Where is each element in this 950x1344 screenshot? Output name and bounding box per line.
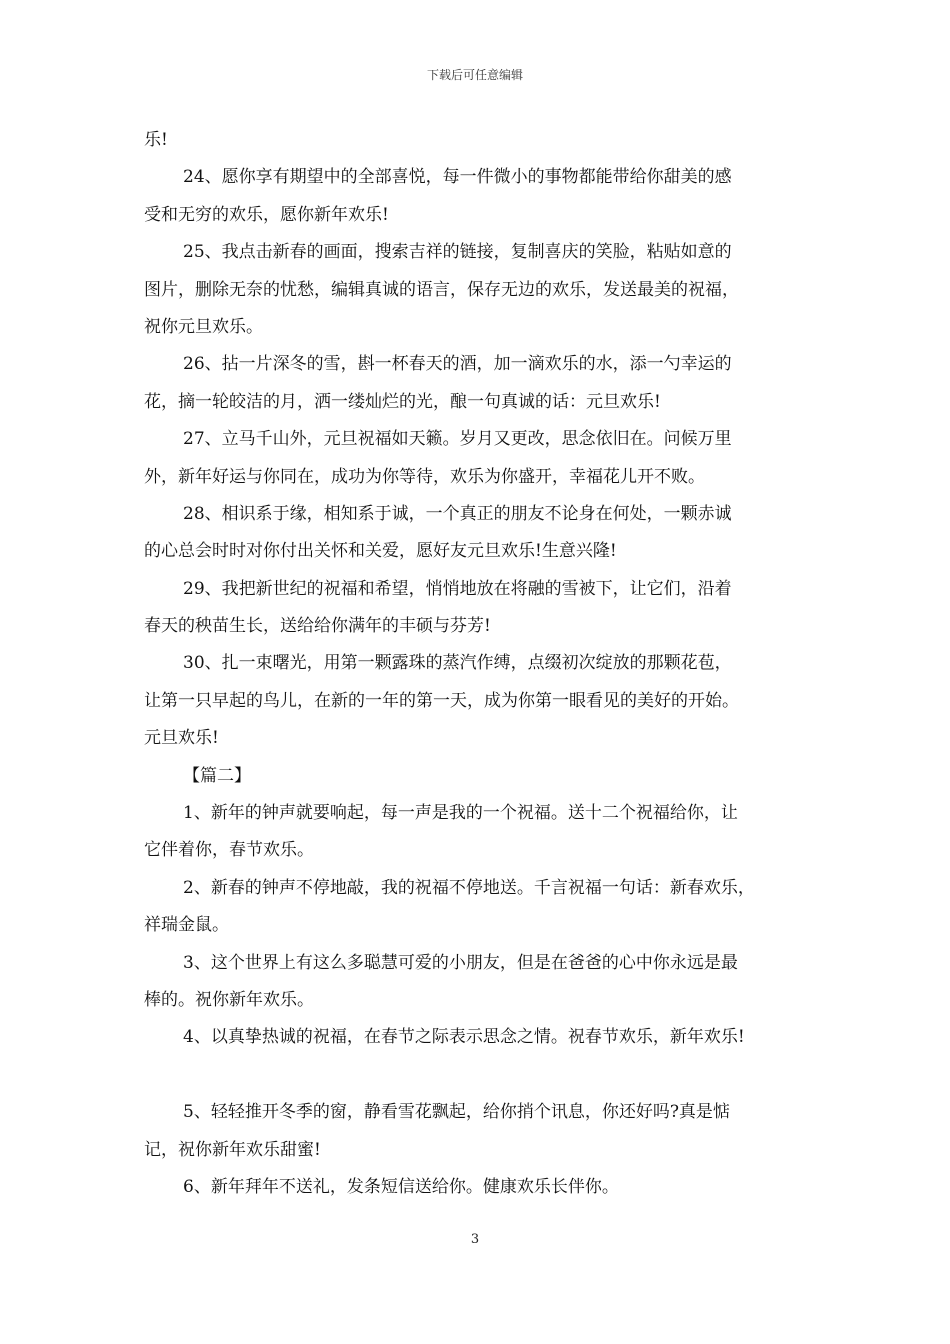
text-line: 让第一只早起的鸟儿，在新的一年的第一天，成为你第一眼看见的美好的开始。 [144,690,739,711]
text-line: 外，新年好运与你同在，成功为你等待，欢乐为你盛开，幸福花儿开不败。 [144,466,705,487]
paragraph-4: 4、以真挚热诚的祝福，在春节之际表示思念之情。祝春节欢乐，新年欢乐! [183,1027,745,1048]
page-header: 下载后可任意编辑 [426,68,523,82]
text-line: 元旦欢乐! [144,728,219,749]
text-line: 棒的。祝你新年欢乐。 [144,989,314,1010]
text-line: 春天的秧苗生长，送给给你满年的丰硕与芬芳! [144,616,491,637]
text-line: 花，摘一轮皎洁的月，洒一缕灿烂的光，酿一句真诚的话：元旦欢乐! [144,391,661,412]
paragraph-6: 6、新年拜年不送礼，发条短信送给你。健康欢乐长伴你。 [183,1176,619,1197]
text-line: 的心总会时时对你付出关怀和关爱，愿好友元旦欢乐!生意兴隆! [144,541,617,562]
section-heading: 【篇二】 [183,765,251,786]
paragraph-27: 27、立马千山外，元旦祝福如天籁。岁月又更改，思念依旧在。问候万里 [183,429,732,450]
paragraph-5: 5、轻轻推开冬季的窗，静看雪花飘起，给你捎个讯息，你还好吗?真是惦 [183,1102,730,1123]
text-line: 图片，删除无奈的忧愁，编辑真诚的语言，保存无边的欢乐，发送最美的祝福， [144,279,739,300]
paragraph-26: 26、拈一片深冬的雪，斟一杯春天的酒，加一滴欢乐的水，添一勺幸运的 [183,354,732,375]
text-line: 记，祝你新年欢乐甜蜜! [144,1139,321,1160]
paragraph-29: 29、我把新世纪的祝福和希望，悄悄地放在将融的雪被下，让它们，沿着 [183,578,732,599]
paragraph-2: 2、新春的钟声不停地敲，我的祝福不停地送。千言祝福一句话：新春欢乐， [183,877,755,898]
text-line: 祥瑞金鼠。 [144,915,229,936]
paragraph-24: 24、愿你享有期望中的全部喜悦，每一件微小的事物都能带给你甜美的感 [183,167,732,188]
page-number: 3 [470,1232,480,1247]
text-line: 祝你元旦欢乐。 [144,316,263,337]
paragraph-3: 3、这个世界上有这么多聪慧可爱的小朋友，但是在爸爸的心中你永远是最 [183,952,738,973]
document-body [144,122,820,1206]
paragraph-25: 25、我点击新春的画面，搜索吉祥的链接，复制喜庆的笑脸，粘贴如意的 [183,242,732,263]
blank-line [144,1057,820,1094]
text-line: 受和无穷的欢乐，愿你新年欢乐! [144,204,389,225]
paragraph-28: 28、相识系于缘，相知系于诚，一个真正的朋友不论身在何处，一颗赤诚 [183,503,732,524]
paragraph-1: 1、新年的钟声就要响起，每一声是我的一个祝福。送十二个祝福给你，让 [183,803,738,824]
text-line: 它伴着你，春节欢乐。 [144,840,314,861]
text-line: 乐! [144,130,168,150]
paragraph-30: 30、扎一束曙光，用第一颗露珠的蒸汽作缚，点缀初次绽放的那颗花苞， [183,653,732,674]
